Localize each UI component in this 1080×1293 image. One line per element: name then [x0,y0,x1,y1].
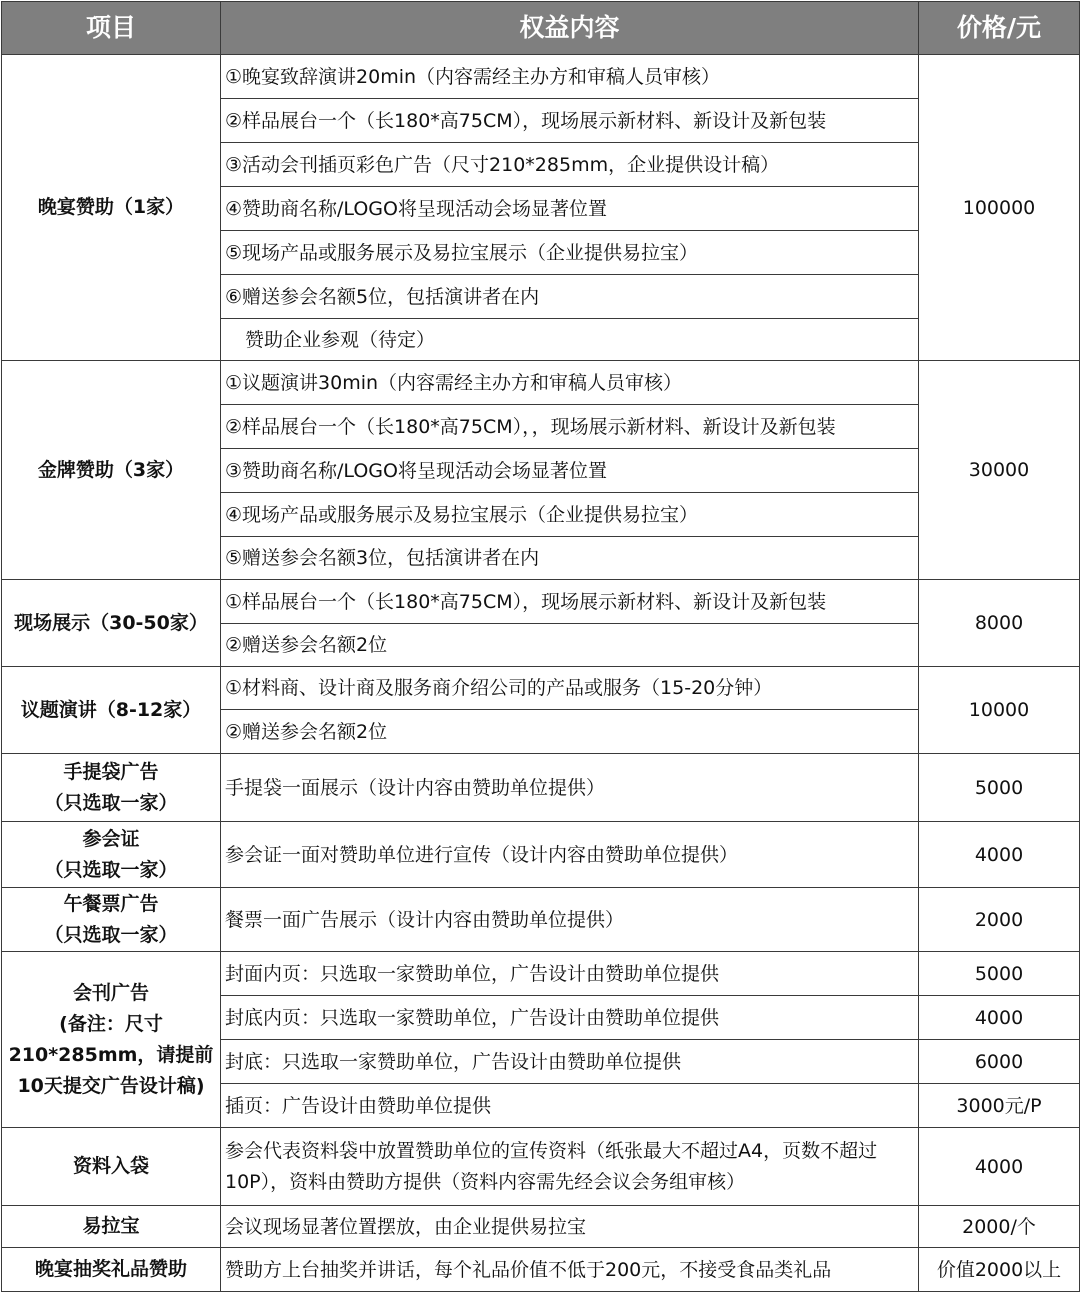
item-cell [2,1128,221,1206]
price-cell: 5000 [919,754,1080,822]
price-cell: 5000 [919,952,1080,996]
item-label-line: 易拉宝 [82,1215,140,1237]
item-label-line: 210*285mm，请提前 [8,1043,214,1066]
price-cell: 6000 [919,1040,1080,1084]
price-cell: 3000元/P [919,1084,1080,1128]
benefit-cell: ②赠送参会名额2位 [221,624,919,667]
table-row [2,1128,1080,1206]
item-label-line: 现场展示（30-50家） [14,611,208,634]
benefit-cell: 赞助企业参观（待定） [221,319,919,361]
benefit-cell: ②赠送参会名额2位 [221,710,919,754]
header-content: 权益内容 [221,2,919,55]
table-body [2,55,1080,1292]
price-cell: 2000/个 [919,1206,1080,1248]
header-item: 项目 [2,2,221,55]
benefit-cell: ④赞助商名称/LOGO将呈现活动会场显著位置 [221,187,919,231]
table-row [2,1206,1080,1248]
table-row [2,888,1080,952]
table-row [2,754,1080,822]
benefit-cell: ①晚宴致辞演讲20min（内容需经主办方和审稿人员审核） [221,55,919,99]
header-price: 价格/元 [919,2,1080,55]
benefit-cell: 参会代表资料袋中放置赞助单位的宣传资料（纸张最大不超过A4，页数不超过10P），资料由赞助方提供（资料内容需先经会议会务组审核） [221,1128,919,1206]
price-cell: 4000 [919,1128,1080,1206]
item-label-line: （只选取一家） [44,791,178,814]
table-row [2,822,1080,888]
item-label-line: 晚宴赞助（1家） [37,196,185,218]
benefit-cell: 封底：只选取一家赞助单位，广告设计由赞助单位提供 [221,1040,919,1084]
benefit-cell: ③赞助商名称/LOGO将呈现活动会场显著位置 [221,449,919,493]
item-label-line: 议题演讲（8-12家） [20,698,202,721]
item-cell [2,667,221,754]
benefit-cell: ①材料商、设计商及服务商介绍公司的产品或服务（15-20分钟） [221,667,919,710]
benefit-cell: 餐票一面广告展示（设计内容由赞助单位提供） [221,888,919,952]
benefit-cell: ②样品展台一个（长180*高75CM），现场展示新材料、新设计及新包装 [221,99,919,143]
benefit-cell: 插页：广告设计由赞助单位提供 [221,1084,919,1128]
item-label-line: (备注：尺寸 [59,1012,163,1035]
benefit-cell: 赞助方上台抽奖并讲话，每个礼品价值不低于200元，不接受食品类礼品 [221,1248,919,1292]
benefit-cell: ④现场产品或服务展示及易拉宝展示（企业提供易拉宝） [221,493,919,537]
item-cell [2,361,221,580]
price-cell: 30000 [919,361,1080,580]
item-label-line: 金牌赞助（3家） [37,458,185,481]
benefit-cell: ⑥赠送参会名额5位，包括演讲者在内 [221,275,919,319]
benefit-cell: ②样品展台一个（长180*高75CM），，现场展示新材料、新设计及新包装 [221,405,919,449]
item-label-line: 晚宴抽奖礼品赞助 [34,1258,187,1280]
price-cell: 10000 [919,667,1080,754]
benefit-cell: 封面内页：只选取一家赞助单位，广告设计由赞助单位提供 [221,952,919,996]
item-label-line: 参会证 [82,827,140,850]
table-row [2,580,1080,624]
price-cell: 2000 [919,888,1080,952]
benefit-cell: ③活动会刊插页彩色广告（尺寸210*285mm，企业提供设计稿） [221,143,919,187]
item-label-line: （只选取一家） [44,923,178,946]
benefit-cell: 参会证一面对赞助单位进行宣传（设计内容由赞助单位提供） [221,822,919,888]
sponsorship-table [1,1,1080,1292]
price-cell: 价值2000以上 [919,1248,1080,1292]
item-cell [2,888,221,952]
item-label-line: 资料入袋 [72,1155,149,1177]
price-cell: 100000 [919,55,1080,361]
item-cell [2,822,221,888]
item-cell [2,580,221,667]
benefit-cell: ①议题演讲30min（内容需经主办方和审稿人员审核） [221,361,919,405]
benefit-cell: 会议现场显著位置摆放，由企业提供易拉宝 [221,1206,919,1248]
item-cell [2,1206,221,1248]
price-cell: 8000 [919,580,1080,667]
table-row [2,667,1080,710]
table-row [2,1248,1080,1292]
item-label-line: 午餐票广告 [63,892,159,915]
item-label-line: 会刊广告 [72,981,149,1004]
item-cell [2,754,221,822]
item-cell [2,55,221,361]
item-label-line: 手提袋广告 [63,760,159,783]
item-cell [2,1248,221,1292]
benefit-cell: ①样品展台一个（长180*高75CM），现场展示新材料、新设计及新包装 [221,580,919,624]
benefit-cell: ⑤现场产品或服务展示及易拉宝展示（企业提供易拉宝） [221,231,919,275]
header-row [2,2,1080,55]
table-row [2,361,1080,405]
table-row [2,55,1080,99]
benefit-cell: 封底内页：只选取一家赞助单位，广告设计由赞助单位提供 [221,996,919,1040]
table-row [2,952,1080,996]
price-cell: 4000 [919,822,1080,888]
item-cell [2,952,221,1128]
item-label-line: 10天提交广告设计稿) [17,1074,205,1097]
item-label-line: （只选取一家） [44,858,178,881]
benefit-cell: 手提袋一面展示（设计内容由赞助单位提供） [221,754,919,822]
benefit-cell: ⑤赠送参会名额3位，包括演讲者在内 [221,537,919,580]
price-cell: 4000 [919,996,1080,1040]
